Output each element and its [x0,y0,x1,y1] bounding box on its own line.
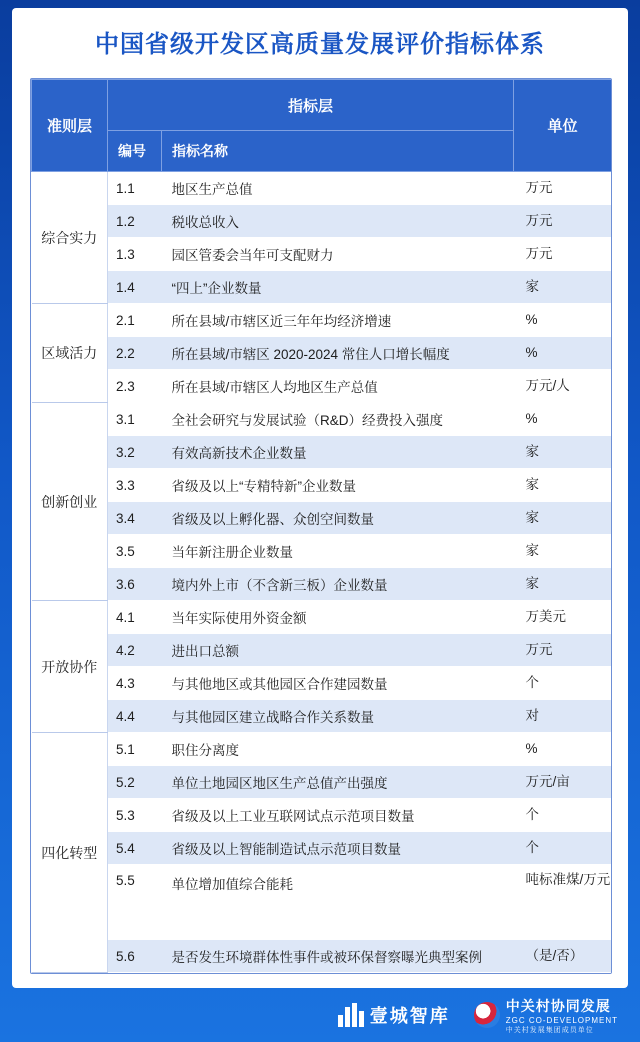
table-row [32,865,612,940]
brand-zgc-english: ZGC CO-DEVELOPMENT [505,1015,618,1025]
indicator-unit: 家 [514,568,612,601]
indicator-unit: 万元/亩 [514,766,612,799]
indicator-table [31,79,612,973]
header-indicator-layer: 指标层 [108,80,514,131]
indicator-number: 5.6 [108,940,162,973]
indicator-name: 省级及以上“专精特新”企业数量 [162,469,514,502]
brand-zgc-name: 中关村协同发展 [505,997,611,1014]
indicator-unit: % [514,337,612,370]
brand-yicheng-name: 壹城智库 [369,1006,450,1026]
indicator-number: 5.2 [108,766,162,799]
indicator-number: 2.2 [108,337,162,370]
indicator-unit: 家 [514,535,612,568]
indicator-number: 1.1 [108,172,162,205]
indicator-name: 当年实际使用外资金额 [162,601,514,634]
indicator-unit: % [514,733,612,766]
indicator-table-body [32,172,612,973]
table-row [32,337,612,370]
indicator-unit: 万美元 [514,601,612,634]
indicator-number: 5.3 [108,799,162,832]
header-unit: 单位 [514,80,612,172]
indicator-name: “四上”企业数量 [162,271,514,304]
indicator-unit: 个 [514,667,612,700]
indicator-unit: % [514,304,612,337]
table-row [32,799,612,832]
indicator-name: 与其他园区建立战略合作关系数量 [162,700,514,733]
indicator-number: 3.5 [108,535,162,568]
indicator-name: 是否发生环境群体性事件或被环保督察曝光典型案例 [162,940,514,973]
indicator-name: 所在县域/市辖区 2020-2024 常住人口增长幅度 [162,337,514,370]
indicator-name: 所在县域/市辖区人均地区生产总值 [162,370,514,403]
indicator-table-wrapper [30,78,612,974]
indicator-name: 地区生产总值 [162,172,514,205]
table-row [32,205,612,238]
indicator-name: 境内外上市（不含新三板）企业数量 [162,568,514,601]
indicator-number: 4.3 [108,667,162,700]
indicator-name: 税收总收入 [162,205,514,238]
header-no: 编号 [108,131,162,172]
table-row [32,940,612,973]
table-row [32,535,612,568]
indicator-unit: 万元 [514,205,612,238]
indicator-number: 1.2 [108,205,162,238]
table-row [32,700,612,733]
indicator-name: 省级及以上工业互联网试点示范项目数量 [162,799,514,832]
indicator-name: 职住分离度 [162,733,514,766]
indicator-number: 2.1 [108,304,162,337]
indicator-unit: 个 [514,832,612,865]
indicator-name: 进出口总额 [162,634,514,667]
indicator-name: 所在县域/市辖区近三年年均经济增速 [162,304,514,337]
indicator-name: 当年新注册企业数量 [162,535,514,568]
table-row [32,403,612,436]
brand-zgc [474,996,618,1035]
table-row [32,370,612,403]
indicator-unit: 万元 [514,238,612,271]
indicator-number: 1.3 [108,238,162,271]
page-title: 中国省级开发区高质量发展评价指标体系 [95,29,545,58]
table-row [32,304,612,337]
header-name: 指标名称 [162,131,514,172]
indicator-name: 省级及以上智能制造试点示范项目数量 [162,832,514,865]
indicator-number: 3.3 [108,469,162,502]
indicator-unit: % [514,403,612,436]
criteria-cell: 区域活力 [32,304,108,403]
table-row [32,568,612,601]
brand-yicheng [338,1002,450,1028]
table-row [32,502,612,535]
indicator-name: 园区管委会当年可支配财力 [162,238,514,271]
indicator-number: 3.2 [108,436,162,469]
indicator-number: 5.5 [108,865,162,940]
indicator-unit: 对 [514,700,612,733]
criteria-cell: 开放协作 [32,601,108,733]
indicator-name: 单位增加值综合能耗 [162,865,514,940]
table-row [32,601,612,634]
indicator-name: 与其他地区或其他园区合作建园数量 [162,667,514,700]
indicator-name: 有效高新技术企业数量 [162,436,514,469]
table-row [32,832,612,865]
table-row [32,238,612,271]
table-row [32,172,612,205]
indicator-unit: 家 [514,502,612,535]
indicator-number: 5.1 [108,733,162,766]
table-row [32,733,612,766]
indicator-name: 省级及以上孵化器、众创空间数量 [162,502,514,535]
zgc-logo-icon [474,1002,500,1028]
criteria-cell: 综合实力 [32,172,108,304]
footer [0,988,640,1042]
indicator-name: 单位土地园区地区生产总值产出强度 [162,766,514,799]
indicator-number: 4.4 [108,700,162,733]
table-row [32,667,612,700]
indicator-unit: 家 [514,436,612,469]
indicator-number: 3.6 [108,568,162,601]
brand-zgc-subtitle: 中关村发展集团成员单位 [505,1026,594,1034]
indicator-unit: 吨标准煤/万元 [514,865,612,940]
header-criteria: 准则层 [32,80,108,172]
indicator-unit: 万元 [514,634,612,667]
indicator-number: 3.1 [108,403,162,436]
table-row [32,271,612,304]
indicator-unit: 万元 [514,172,612,205]
indicator-unit: （是/否） [514,940,612,973]
content-card [12,8,628,988]
indicator-number: 5.4 [108,832,162,865]
indicator-number: 4.1 [108,601,162,634]
indicator-number: 2.3 [108,370,162,403]
indicator-number: 4.2 [108,634,162,667]
table-row [32,634,612,667]
indicator-unit: 个 [514,799,612,832]
indicator-name: 全社会研究与发展试验（R&D）经费投入强度 [162,403,514,436]
indicator-unit: 万元/人 [514,370,612,403]
criteria-cell: 四化转型 [32,733,108,973]
table-row [32,469,612,502]
table-row [32,766,612,799]
indicator-number: 1.4 [108,271,162,304]
criteria-cell: 创新创业 [32,403,108,601]
building-bars-icon [338,1003,364,1027]
table-row [32,436,612,469]
indicator-unit: 家 [514,271,612,304]
indicator-number: 3.4 [108,502,162,535]
indicator-unit: 家 [514,469,612,502]
